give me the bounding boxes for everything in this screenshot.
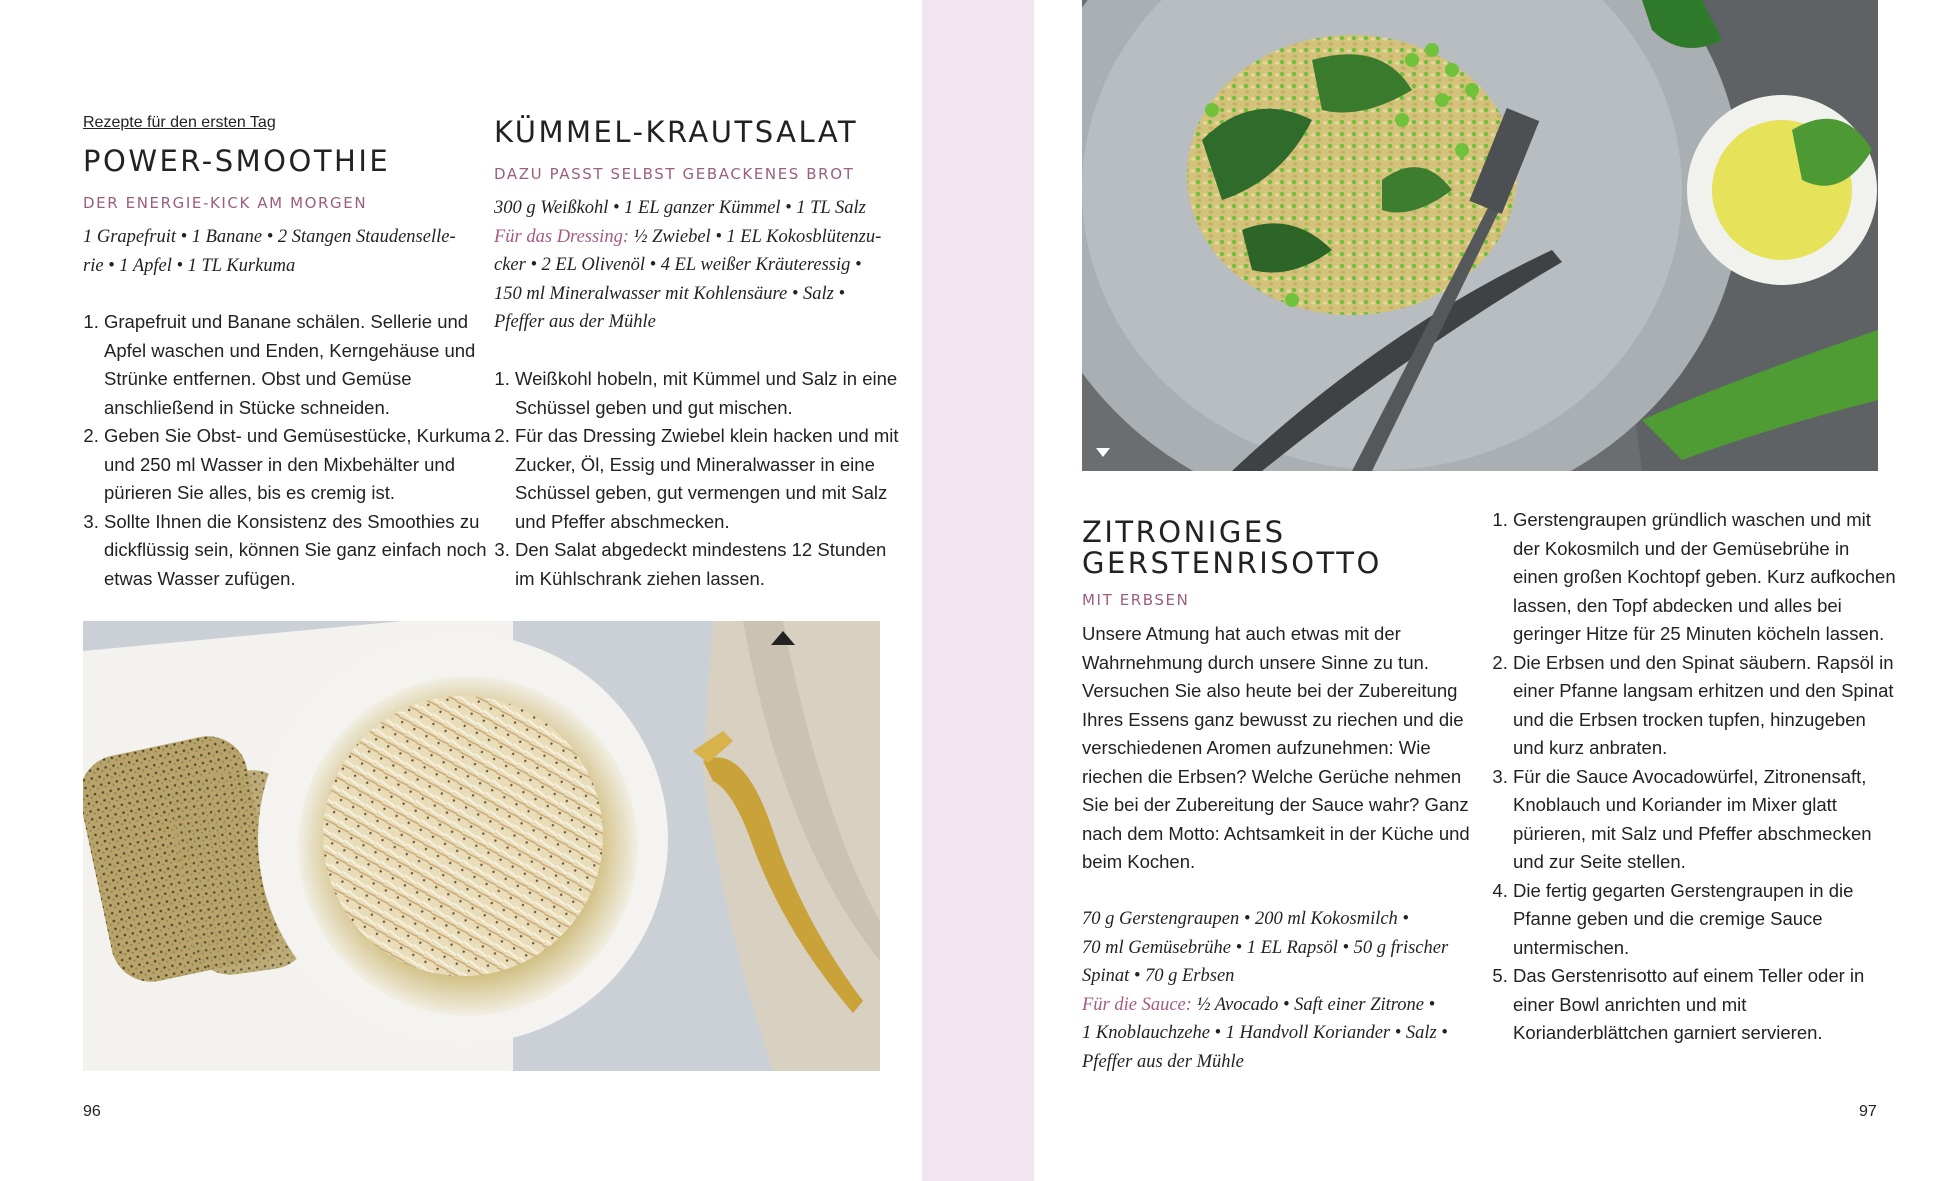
section-tag[interactable]: Rezepte für den ersten Tag bbox=[83, 114, 276, 131]
risotto-ingredients: 70 g Gerstengraupen • 200 ml Kokosmilch • 70 ml Gemüsebrühe • 1 EL Rapsöl • 50 g frischer Spinat • 70 g Erbsen Für die Sauce: ½ Avocado • Saft einer Zitrone • 1 Knoblauchzehe • 1 Handvoll Koriander • Salz • Pfeffer aus der Mühle bbox=[1082, 909, 1449, 1072]
list-item: 1. Grapefruit und Banane schälen. Sellerie und Apfel waschen und Enden, Kerngehäuse und Strünke entfernen. Obst und Gemüse anschließend in Stücke schneiden. bbox=[104, 308, 494, 422]
smoothie-title: POWER-SMOOTHIE bbox=[83, 144, 391, 178]
krautsalat-photo bbox=[83, 621, 880, 1071]
list-item: 3. Den Salat abgedeckt mindestens 12 Stunden im Kühlschrank ziehen lassen. bbox=[515, 536, 905, 593]
list-item: 3. Sollte Ihnen die Konsistenz des Smoothies zu dickflüssig sein, können Sie ganz einfach noch etwas Wasser zufügen. bbox=[104, 508, 494, 594]
list-item: 5. Das Gerstenrisotto auf einem Teller oder in einer Bowl anrichten und mit Korianderblättchen garniert servieren. bbox=[1513, 962, 1899, 1048]
krautsalat-ingredients: 300 g Weißkohl • 1 EL ganzer Kümmel • 1 TL Salz Für das Dressing: ½ Zwiebel • 1 EL Kokosblütenzu- cker • 2 EL Olivenöl • 4 EL weißer Kräuteressig • 150 ml Mineralwasser mit Kohlensäure • Salz • Pfeffer aus der Mühle bbox=[494, 198, 882, 332]
risotto-steps bbox=[1492, 506, 1899, 1048]
smoothie-ingredients: 1 Grapefruit • 1 Banane • 2 Stangen Staudenselle- rie • 1 Apfel • 1 TL Kurkuma bbox=[83, 227, 456, 276]
list-item: 3. Für die Sauce Avocadowürfel, Zitronensaft, Knoblauch und Koriander im Mixer glatt pürieren, mit Salz und Pfeffer abschmecken und zur Seite stellen. bbox=[1513, 763, 1899, 877]
risotto-subtitle: MIT ERBSEN bbox=[1082, 591, 1190, 609]
smoothie-steps bbox=[83, 308, 494, 593]
list-item: 2. Geben Sie Obst- und Gemüsestücke, Kurkuma und 250 ml Wasser in den Mixbehälter und pürieren Sie alles, bis es cremig ist. bbox=[104, 422, 494, 508]
page-number-left: 96 bbox=[83, 1103, 101, 1120]
page-number-right: 97 bbox=[1859, 1103, 1877, 1120]
risotto-title: ZITRONIGES GERSTENRISOTTO bbox=[1082, 515, 1382, 580]
list-item: 4. Die fertig gegarten Gerstengraupen in die Pfanne geben und die cremige Sauce untermischen. bbox=[1513, 877, 1899, 963]
risotto-intro: Unsere Atmung hat auch etwas mit der Wahrnehmung durch unsere Sinne zu tun. Versuchen Sie also heute bei der Zubereitung Ihres Essens ganz bewusst zu riechen und die verschiedenen Aromen aufzunehmen: Wie riechen die Erbsen? Welche Gerüche nehmen Sie bei der Zubereitung der Sauce wahr? Ganz nach dem Motto: Achtsamkeit in der Küche und beim Kochen. bbox=[1082, 623, 1470, 872]
book-spine bbox=[922, 0, 1034, 1181]
risotto-illustration bbox=[1082, 0, 1878, 471]
risotto-photo bbox=[1082, 0, 1878, 471]
krautsalat-subtitle: DAZU PASST SELBST GEBACKENES BROT bbox=[494, 165, 855, 183]
list-item: 2. Die Erbsen und den Spinat säubern. Rapsöl in einer Pfanne langsam erhitzen und den Spinat und die Erbsen trocken tupfen, hinzugeben und kurz anbraten. bbox=[1513, 649, 1899, 763]
smoothie-subtitle: DER ENERGIE-KICK AM MORGEN bbox=[83, 194, 368, 212]
krautsalat-steps bbox=[494, 365, 905, 593]
list-item: 1. Weißkohl hobeln, mit Kümmel und Salz in eine Schüssel geben und gut mischen. bbox=[515, 365, 905, 422]
list-item: 1. Gerstengraupen gründlich waschen und mit der Kokosmilch und der Gemüsebrühe in einen großen Kochtopf geben. Kurz aufkochen lassen, den Topf abdecken und alles bei geringer Hitze für 25 Minuten köcheln lassen. bbox=[1513, 506, 1899, 649]
krautsalat-title: KÜMMEL-KRAUTSALAT bbox=[494, 115, 859, 149]
krautsalat-illustration bbox=[83, 621, 880, 1071]
list-item: 2. Für das Dressing Zwiebel klein hacken und mit Zucker, Öl, Essig und Mineralwasser in eine Schüssel geben, gut vermengen und mit Salz und Pfeffer abschmecken. bbox=[515, 422, 905, 536]
